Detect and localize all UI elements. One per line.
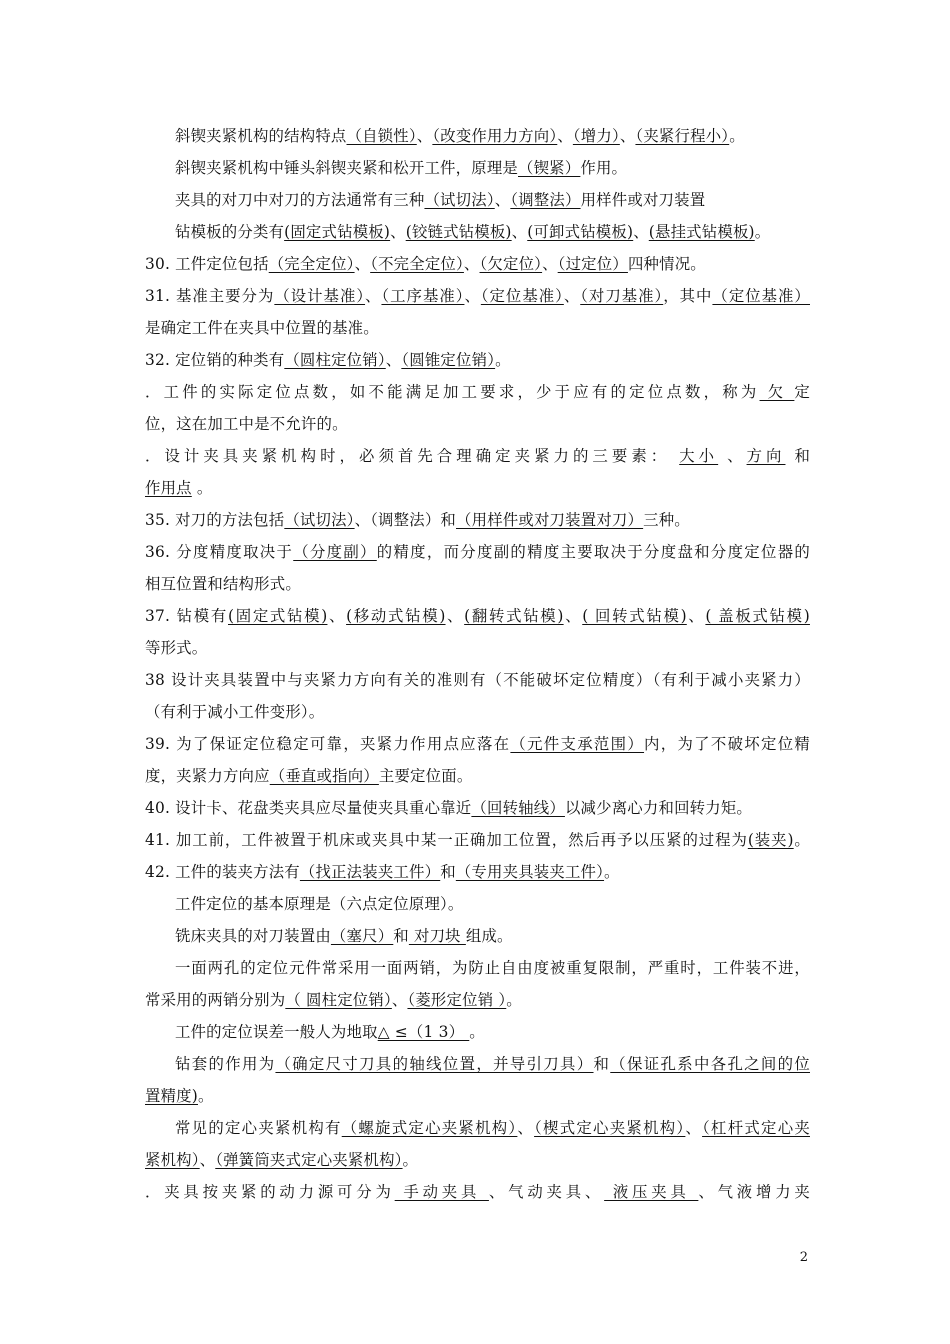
answer-text: （杠杆式定心夹 <box>702 1119 810 1137</box>
line-text: 主要定位面。 <box>378 767 473 785</box>
answer-text: （定位基准） <box>480 287 564 305</box>
line-text: 、 <box>390 223 406 241</box>
answer-text: (固定式钻模) <box>228 607 328 625</box>
line-text: 37. 钻模有 <box>145 607 228 625</box>
answer-text: （试切法） <box>284 511 355 529</box>
line-text: 组成。 <box>465 927 513 945</box>
answer-text: （元件支承范围） <box>510 735 645 753</box>
line-text: 、 <box>517 1119 535 1137</box>
line-text: （有利于减小工件变形）。 <box>145 703 325 721</box>
text-line <box>145 984 810 1016</box>
line-text: 定 <box>794 383 810 401</box>
text-line <box>145 1176 810 1208</box>
line-text: 。 <box>495 351 511 369</box>
text-line <box>175 952 810 984</box>
line-text: 夹具的对刀中对刀的方法通常有三种 <box>175 191 425 209</box>
answer-text: （增力） <box>572 127 620 145</box>
answer-text: （菱形定位销 ） <box>407 991 507 1009</box>
line-text: 36. 分度精度取决于 <box>145 543 294 561</box>
answer-text: （过定位） <box>557 255 628 273</box>
text-line <box>145 344 810 376</box>
line-text: 斜锲夹紧机构中锤头斜锲夹紧和松开工件，原理是 <box>175 159 518 177</box>
answer-text: （设计基准） <box>274 287 366 305</box>
answer-text: （保证孔系中各孔之间的位 <box>610 1055 810 1073</box>
line-text: 用样件或对刀装置 <box>580 191 706 209</box>
line-text: 、 <box>685 1119 703 1137</box>
text-line <box>175 1048 810 1080</box>
answer-text: （找正法装夹工件） <box>299 863 441 881</box>
text-line <box>145 728 810 760</box>
line-text: 。 <box>754 223 771 241</box>
line-text: ，其中 <box>663 287 713 305</box>
line-text: 和 <box>440 863 456 881</box>
answer-text: 方向 <box>746 447 786 465</box>
text-line <box>145 856 810 888</box>
answer-text: (装夹) <box>747 831 794 849</box>
text-line <box>145 792 810 824</box>
text-line <box>145 504 810 536</box>
text-line <box>145 376 810 408</box>
line-text: 38 设计夹具装置中与夹紧力方向有关的准则有（不能破坏定位精度）（有利于减小夹紧力） <box>145 671 810 689</box>
line-text: 、气液增力夹 <box>698 1183 810 1201</box>
text-line <box>175 120 810 152</box>
answer-text: （试切法） <box>424 191 495 209</box>
line-text: 铣床夹具的对刀装置由 <box>175 927 331 945</box>
line-text: 。 <box>402 1151 419 1169</box>
text-line <box>145 1080 810 1112</box>
text-line <box>145 472 810 504</box>
line-text: 。 <box>506 991 522 1009</box>
line-text: 、 <box>354 255 371 273</box>
text-line <box>145 280 810 312</box>
answer-text: （不完全定位） <box>370 255 464 273</box>
text-line <box>175 1112 810 1144</box>
line-text: 。 <box>191 479 213 497</box>
line-text: 、 <box>327 607 347 625</box>
line-text: 、 <box>416 127 433 145</box>
line-text: 41. 加工前，工件被置于机床或夹具中某一正确加工位置，然后再予以压紧的过程为 <box>145 831 748 849</box>
line-text: 以减少离心力和回转力矩。 <box>564 799 753 817</box>
line-text: 、 <box>619 127 636 145</box>
line-text: 和 <box>785 447 811 465</box>
text-line <box>175 152 810 184</box>
text-line <box>145 632 810 664</box>
line-text: 一面两孔的定位元件常采用一面两销，为防止自由度被重复限制，严重时，工件装不进， <box>175 959 810 977</box>
line-text: 、 <box>365 287 382 305</box>
text-line <box>175 920 810 952</box>
answer-text: （回转轴线） <box>471 799 565 817</box>
line-text: 是确定工件在夹具中位置的基准。 <box>145 319 379 337</box>
answer-text: (移动式钻模) <box>346 607 446 625</box>
line-text: 和 <box>593 1055 611 1073</box>
line-text: 、 <box>464 287 481 305</box>
line-text: 作用。 <box>580 159 628 177</box>
line-text: 39. 为了保证定位稳定可靠，夹紧力作用点应落在 <box>145 735 511 753</box>
line-text: 、 <box>391 991 408 1009</box>
line-text: 、 <box>686 607 706 625</box>
answer-text: ( 回转式钻模) <box>582 607 687 625</box>
answer-text: 手动夹具 <box>394 1183 489 1201</box>
answer-text: （自锁性） <box>346 127 417 145</box>
line-text: 。 <box>793 831 810 849</box>
line-text: 度，夹紧力方向应 <box>145 767 270 785</box>
text-line <box>175 216 810 248</box>
line-text: 的精度，而分度副的精度主要取决于分度盘和分度定位器的 <box>376 543 810 561</box>
answer-text: 置精度) <box>145 1087 198 1105</box>
answer-text: (悬挂式钻模板) <box>648 223 755 241</box>
line-text: 、 <box>633 223 649 241</box>
line-text: 工件的定位误差一般人为地取 <box>175 1023 378 1041</box>
text-line <box>145 248 810 280</box>
line-text: 、 <box>563 607 583 625</box>
answer-text: 作用点 <box>145 479 192 497</box>
line-text: ．工件的实际定位点数，如不能满足加工要求，少于应有的定位点数，称为 <box>145 383 760 401</box>
answer-text: （螺旋式定心夹紧机构） <box>341 1119 518 1137</box>
answer-text: （调整法） <box>510 191 581 209</box>
answer-text: （改变作用力方向） <box>432 127 558 145</box>
answer-text: 欠 <box>759 383 795 401</box>
line-text: 、（调整法）和 <box>354 511 457 529</box>
text-line <box>145 824 810 856</box>
line-text: 位，这在加工中是不允许的。 <box>145 415 348 433</box>
line-text: 、 <box>563 287 581 305</box>
line-text: 等形式。 <box>145 639 208 657</box>
line-text: 和 <box>393 927 409 945</box>
line-text: 、 <box>511 223 528 241</box>
line-text: 三种。 <box>643 511 690 529</box>
answer-text: （定位基准） <box>712 287 810 305</box>
line-text: 常采用的两销分别为 <box>145 991 286 1009</box>
answer-text: 液压夹具 <box>604 1183 699 1201</box>
text-line <box>145 312 810 344</box>
line-text: ．夹具按夹紧的动力源可分为 <box>145 1183 395 1201</box>
text-line <box>145 536 810 568</box>
line-text: 40. 设计卡、花盘类夹具应尽量使夹具重心靠近 <box>145 799 472 817</box>
page-number: 2 <box>799 1250 808 1265</box>
text-line <box>145 440 810 472</box>
text-line <box>145 1144 810 1176</box>
text-line <box>145 600 810 632</box>
answer-text: （垂直或指向） <box>269 767 379 785</box>
text-line <box>145 696 810 728</box>
answer-text: （完全定位） <box>268 255 355 273</box>
answer-text: （夹紧行程小） <box>635 127 730 145</box>
line-text: 、 <box>385 351 402 369</box>
text-line <box>145 568 810 600</box>
text-line <box>145 664 810 696</box>
answer-text: (固定式钻模板) <box>284 223 391 241</box>
line-text: 、气动夹具、 <box>488 1183 605 1201</box>
answer-text: ( 盖板式钻模) <box>705 607 810 625</box>
line-text: 、 <box>494 191 511 209</box>
answer-text: （楔式定心夹紧机构） <box>534 1119 686 1137</box>
line-text: 31. 基准主要分为 <box>145 287 275 305</box>
answer-text: （欠定位） <box>479 255 543 273</box>
answer-text: （ 圆柱定位销） <box>285 991 392 1009</box>
answer-text: （工序基准） <box>381 287 465 305</box>
line-text: 斜锲夹紧机构的结构特点 <box>175 127 347 145</box>
line-text: 30. 工件定位包括 <box>145 255 269 273</box>
line-text: 常见的定心夹紧机构有 <box>175 1119 342 1137</box>
text-line <box>175 1016 810 1048</box>
line-text: ．设计夹具夹紧机构时，必须首先合理确定夹紧力的三要素： <box>145 447 671 465</box>
line-text <box>670 447 679 465</box>
line-text: 、 <box>557 127 573 145</box>
answer-text: （圆柱定位销） <box>284 351 386 369</box>
line-text: 、 <box>463 255 480 273</box>
answer-text: (可卸式钻模板) <box>527 223 634 241</box>
line-text: 四种情况。 <box>627 255 706 273</box>
line-text: 32. 定位销的种类有 <box>145 351 285 369</box>
answer-text: △ ≤（1 3） <box>377 1023 470 1041</box>
text-line <box>145 760 810 792</box>
text-line <box>145 408 810 440</box>
answer-text: (铰链式钻模板) <box>405 223 512 241</box>
answer-text: 大小 <box>679 447 719 465</box>
line-text: 工件定位的基本原理是（六点定位原理）。 <box>175 895 464 913</box>
answer-text: 紧机构） <box>145 1151 200 1169</box>
answer-text: （塞尺） <box>330 927 394 945</box>
answer-text: （用样件或对刀装置对刀） <box>456 511 644 529</box>
line-text: 、 <box>199 1151 216 1169</box>
text-line <box>175 184 810 216</box>
line-text: 。 <box>197 1087 214 1105</box>
line-text: 钻模板的分类有 <box>175 223 285 241</box>
line-text: 相互位置和结构形式。 <box>145 575 301 593</box>
answer-text: （确定尺寸刀具的轴线位置，并导引刀具） <box>275 1055 594 1073</box>
answer-text: (翻转式钻模) <box>464 607 564 625</box>
text-line <box>175 888 810 920</box>
line-text: 钻套的作用为 <box>175 1055 276 1073</box>
answer-text: （分度副） <box>293 543 377 561</box>
line-text: 。 <box>469 1023 485 1041</box>
line-text: 。 <box>729 127 745 145</box>
answer-text: （圆锥定位销） <box>401 351 496 369</box>
line-text: 、 <box>445 607 465 625</box>
answer-text: （锲紧） <box>518 159 581 177</box>
line-text: 42. 工件的装夹方法有 <box>145 863 300 881</box>
line-text: 、 <box>718 447 747 465</box>
answer-text: （专用夹具装夹工件） <box>455 863 605 881</box>
line-text: 。 <box>604 863 620 881</box>
line-text: 、 <box>542 255 558 273</box>
line-text: 内，为了不破坏定位精 <box>644 735 810 753</box>
answer-text: （对刀基准） <box>580 287 664 305</box>
line-text: 35. 对刀的方法包括 <box>145 511 285 529</box>
answer-text: （弹簧筒夹式定心夹紧机构） <box>215 1151 403 1169</box>
answer-text: 对刀块 <box>408 927 466 945</box>
